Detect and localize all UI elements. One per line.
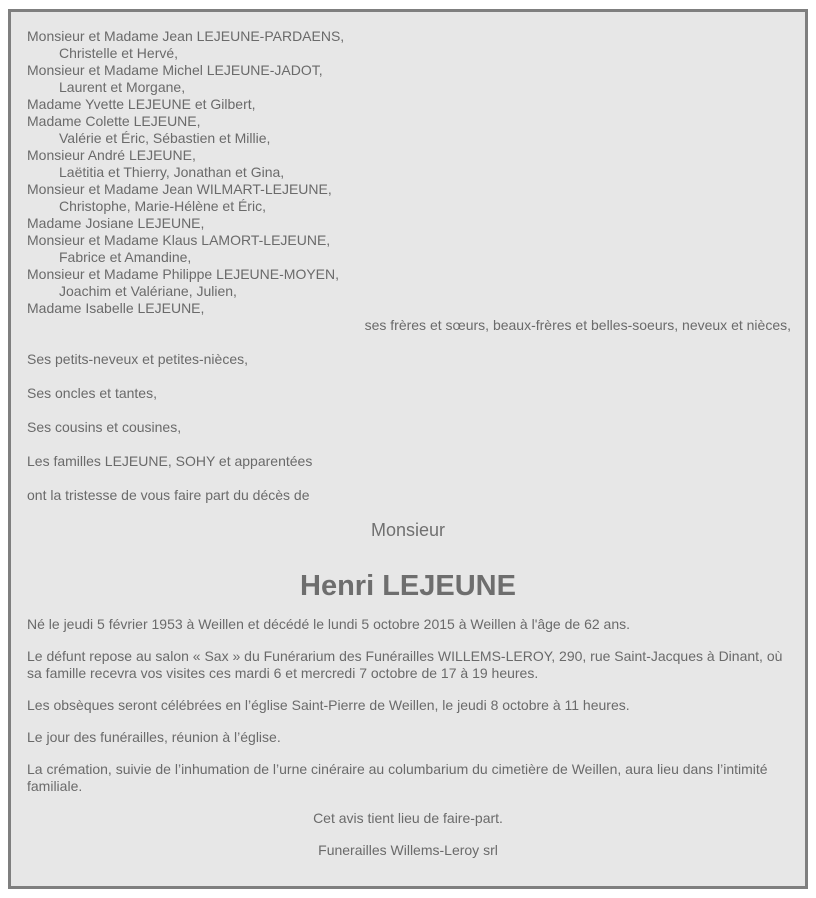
family-list	[27, 28, 789, 317]
cremation-text: La crémation, suivie de l’inhumation de l’urne cinéraire au columbarium du cimetière de Weillen, aura lieu dans l’intimité familiale.	[27, 761, 768, 794]
relatives-line: Ses cousins et cousines,	[27, 419, 182, 435]
family-member-line: Joachim et Valériane, Julien,	[59, 283, 237, 299]
family-member-line: Madame Yvette LEJEUNE et Gilbert,	[27, 96, 256, 112]
birth-death-text: Né le jeudi 5 février 1953 à Weillen et décédé le lundi 5 octobre 2015 à Weillen à l'âge de 62 ans.	[27, 616, 630, 632]
family-member-line: Valérie et Éric, Sébastien et Millie,	[59, 130, 271, 146]
family-member-line: Monsieur et Madame Philippe LEJEUNE-MOYEN,	[27, 266, 340, 282]
family-member-line: Laurent et Morgane,	[59, 79, 186, 95]
family-member-line: Madame Josiane LEJEUNE,	[27, 215, 205, 231]
obseques-text: Les obsèques seront célébrées en l’église Saint-Pierre de Weillen, le jeudi 8 octobre à 11 heures.	[27, 697, 630, 713]
repose-text: Le défunt repose au salon « Sax » du Funérarium des Funérailles WILLEMS-LEROY, 290, rue Saint-Jacques à Dinant, où sa famille recevra vos visites ces mardi 6 et mercredi 7 octobre de 17 à 19 heures.	[27, 648, 783, 681]
family-member-line: Laëtitia et Thierry, Jonathan et Gina,	[59, 164, 285, 180]
reunion-text: Le jour des funérailles, réunion à l’église.	[27, 729, 281, 745]
funeral-home-name: Funerailles Willems-Leroy srl	[318, 842, 498, 858]
family-member-line: Monsieur André LEJEUNE,	[27, 147, 196, 163]
family-member-line: Madame Isabelle LEJEUNE,	[27, 300, 205, 316]
notice-frame	[8, 9, 808, 889]
relatives-line: Ses petits-neveux et petites-nièces,	[27, 351, 249, 367]
family-member-line: Fabrice et Amandine,	[59, 249, 192, 265]
announcement-line: ont la tristesse de vous faire part du décès de	[27, 487, 310, 503]
family-member-line: Monsieur et Madame Michel LEJEUNE-JADOT,	[27, 62, 323, 78]
family-member-line: Christophe, Marie-Hélène et Éric,	[59, 198, 266, 214]
deceased-title: Monsieur	[370, 520, 446, 540]
family-member-line: Madame Colette LEJEUNE,	[27, 113, 201, 129]
siblings-line: ses frères et sœurs, beaux-frères et belles-soeurs, neveux et nièces,	[364, 317, 791, 333]
family-member-line: Monsieur et Madame Jean LEJEUNE-PARDAENS,	[27, 28, 345, 44]
faire-part-text: Cet avis tient lieu de faire-part.	[313, 810, 503, 826]
relatives-line: Les familles LEJEUNE, SOHY et apparentées	[27, 453, 313, 469]
deceased-name: Henri LEJEUNE	[300, 570, 516, 602]
family-member-line: Monsieur et Madame Jean WILMART-LEJEUNE,	[27, 181, 332, 197]
relatives-line: Ses oncles et tantes,	[27, 385, 157, 401]
family-member-line: Christelle et Hervé,	[59, 45, 179, 61]
family-member-line: Monsieur et Madame Klaus LAMORT-LEJEUNE,	[27, 232, 331, 248]
notice-content	[27, 28, 789, 859]
